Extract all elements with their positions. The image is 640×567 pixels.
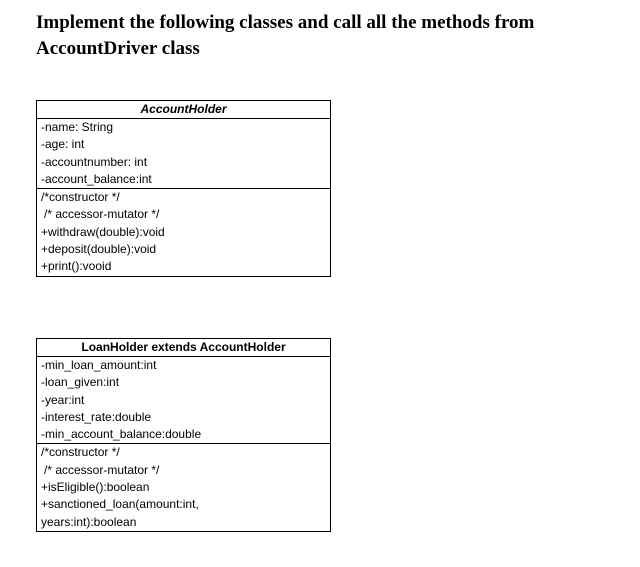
method-row: /* accessor-mutator */ [44, 207, 160, 222]
loan-holder-class-name: LoanHolder extends AccountHolder [37, 339, 330, 357]
account-holder-methods [37, 189, 330, 275]
attribute-row: -name: String [41, 120, 114, 134]
method-row: +isEligible():boolean [41, 480, 150, 495]
attribute-row: -accountnumber: int [41, 154, 148, 169]
attribute-row: -interest_rate:double [41, 409, 152, 424]
method-row: /*constructor */ [41, 190, 120, 205]
account-holder-class-box [36, 100, 331, 277]
attribute-row: -min_account_balance:double [41, 427, 202, 442]
method-row: +withdraw(double):void [41, 224, 165, 239]
method-row: /*constructor */ [41, 445, 120, 460]
method-row: /* accessor-mutator */ [44, 462, 160, 477]
attribute-row: -loan_given:int [41, 375, 120, 390]
attribute-row: -account_balance:int [41, 171, 152, 186]
account-holder-attributes [37, 119, 330, 189]
loan-holder-attributes [37, 357, 330, 444]
attribute-row: -min_loan_amount:int [41, 358, 157, 372]
account-holder-class-name: AccountHolder [37, 101, 330, 119]
attribute-row: -age: int [41, 137, 85, 152]
loan-holder-class-box [36, 338, 331, 532]
page-heading: Implement the following classes and call all the methods from AccountDriver class [36, 12, 535, 59]
method-row: +deposit(double):void [41, 242, 157, 257]
loan-holder-methods [37, 444, 330, 530]
attribute-row: -year:int [41, 392, 85, 407]
method-row: +sanctioned_loan(amount:int, years:int):boolean [41, 497, 199, 529]
method-row: +print():vooid [41, 259, 112, 274]
